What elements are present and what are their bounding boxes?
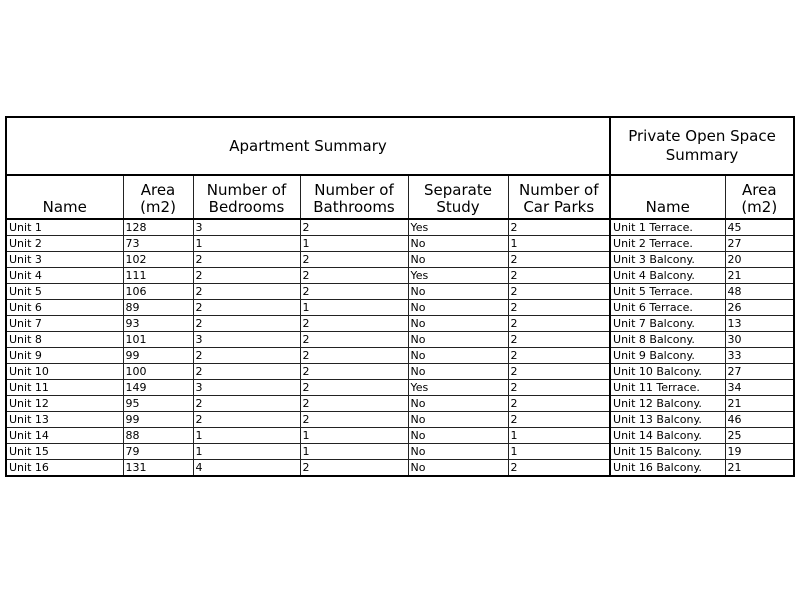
cell-bedrooms: 3 [193, 332, 300, 348]
table-row [6, 348, 794, 364]
cell-unit-name: Unit 14 [6, 428, 123, 444]
cell-pos-area: 27 [725, 364, 794, 380]
cell-unit-name: Unit 9 [6, 348, 123, 364]
col-header-study: Separate Study [408, 175, 508, 219]
table-row [6, 236, 794, 252]
private-open-space-title: Private Open Space Summary [610, 117, 794, 175]
cell-bedrooms: 2 [193, 268, 300, 284]
cell-unit-name: Unit 16 [6, 460, 123, 477]
cell-bathrooms: 2 [300, 332, 408, 348]
cell-bathrooms: 2 [300, 380, 408, 396]
cell-pos-area: 20 [725, 252, 794, 268]
cell-unit-area: 111 [123, 268, 193, 284]
cell-separate-study: Yes [408, 268, 508, 284]
cell-separate-study: No [408, 412, 508, 428]
cell-bedrooms: 2 [193, 252, 300, 268]
cell-separate-study: No [408, 348, 508, 364]
table-row [6, 396, 794, 412]
cell-car-parks: 1 [508, 444, 610, 460]
cell-pos-name: Unit 7 Balcony. [610, 316, 725, 332]
table-row [6, 219, 794, 236]
cell-bedrooms: 1 [193, 236, 300, 252]
col-header-car-parks: Number of Car Parks [508, 175, 610, 219]
cell-unit-name: Unit 5 [6, 284, 123, 300]
table-row [6, 428, 794, 444]
cell-pos-name: Unit 9 Balcony. [610, 348, 725, 364]
cell-pos-area: 21 [725, 268, 794, 284]
cell-pos-name: Unit 2 Terrace. [610, 236, 725, 252]
table-row [6, 460, 794, 477]
cell-pos-area: 21 [725, 396, 794, 412]
cell-car-parks: 2 [508, 219, 610, 236]
cell-bedrooms: 2 [193, 284, 300, 300]
cell-bathrooms: 2 [300, 284, 408, 300]
cell-bathrooms: 2 [300, 268, 408, 284]
table-row [6, 316, 794, 332]
cell-pos-area: 30 [725, 332, 794, 348]
table-row [6, 268, 794, 284]
cell-pos-area: 25 [725, 428, 794, 444]
cell-pos-name: Unit 13 Balcony. [610, 412, 725, 428]
cell-car-parks: 2 [508, 268, 610, 284]
cell-bathrooms: 2 [300, 252, 408, 268]
col-header-bathrooms: Number of Bathrooms [300, 175, 408, 219]
table-row [6, 364, 794, 380]
cell-bathrooms: 2 [300, 348, 408, 364]
cell-car-parks: 2 [508, 332, 610, 348]
cell-pos-area: 46 [725, 412, 794, 428]
apartment-schedule-sheet [5, 116, 793, 477]
cell-unit-area: 101 [123, 332, 193, 348]
cell-pos-name: Unit 14 Balcony. [610, 428, 725, 444]
cell-unit-name: Unit 1 [6, 219, 123, 236]
cell-pos-name: Unit 1 Terrace. [610, 219, 725, 236]
cell-pos-name: Unit 6 Terrace. [610, 300, 725, 316]
cell-unit-area: 73 [123, 236, 193, 252]
cell-pos-name: Unit 5 Terrace. [610, 284, 725, 300]
cell-pos-name: Unit 11 Terrace. [610, 380, 725, 396]
cell-separate-study: No [408, 236, 508, 252]
cell-bathrooms: 1 [300, 428, 408, 444]
cell-pos-name: Unit 3 Balcony. [610, 252, 725, 268]
cell-unit-area: 99 [123, 348, 193, 364]
cell-bedrooms: 3 [193, 380, 300, 396]
cell-bathrooms: 2 [300, 219, 408, 236]
cell-unit-name: Unit 12 [6, 396, 123, 412]
cell-pos-area: 45 [725, 219, 794, 236]
cell-pos-area: 21 [725, 460, 794, 477]
cell-car-parks: 2 [508, 348, 610, 364]
cell-separate-study: No [408, 332, 508, 348]
cell-pos-area: 34 [725, 380, 794, 396]
cell-unit-name: Unit 7 [6, 316, 123, 332]
cell-pos-name: Unit 8 Balcony. [610, 332, 725, 348]
table-row [6, 252, 794, 268]
cell-bedrooms: 2 [193, 412, 300, 428]
table-row [6, 380, 794, 396]
table-row [6, 284, 794, 300]
table-body [6, 219, 794, 476]
cell-unit-area: 79 [123, 444, 193, 460]
cell-separate-study: No [408, 252, 508, 268]
cell-separate-study: No [408, 460, 508, 477]
cell-separate-study: No [408, 364, 508, 380]
cell-pos-name: Unit 12 Balcony. [610, 396, 725, 412]
cell-pos-name: Unit 15 Balcony. [610, 444, 725, 460]
cell-bedrooms: 2 [193, 316, 300, 332]
cell-unit-area: 100 [123, 364, 193, 380]
cell-bedrooms: 3 [193, 219, 300, 236]
cell-bathrooms: 2 [300, 364, 408, 380]
cell-pos-area: 19 [725, 444, 794, 460]
col-header-pos-name: Name [610, 175, 725, 219]
cell-car-parks: 2 [508, 252, 610, 268]
cell-pos-area: 13 [725, 316, 794, 332]
table-row [6, 444, 794, 460]
cell-unit-name: Unit 2 [6, 236, 123, 252]
cell-bathrooms: 2 [300, 460, 408, 477]
cell-unit-name: Unit 10 [6, 364, 123, 380]
cell-bathrooms: 2 [300, 396, 408, 412]
col-header-bedrooms: Number of Bedrooms [193, 175, 300, 219]
cell-unit-name: Unit 8 [6, 332, 123, 348]
cell-car-parks: 2 [508, 396, 610, 412]
cell-unit-name: Unit 11 [6, 380, 123, 396]
cell-bathrooms: 1 [300, 444, 408, 460]
cell-unit-area: 149 [123, 380, 193, 396]
cell-separate-study: No [408, 444, 508, 460]
cell-unit-area: 89 [123, 300, 193, 316]
cell-unit-area: 102 [123, 252, 193, 268]
cell-bathrooms: 1 [300, 236, 408, 252]
cell-bathrooms: 2 [300, 316, 408, 332]
cell-bedrooms: 2 [193, 300, 300, 316]
cell-separate-study: No [408, 428, 508, 444]
cell-car-parks: 2 [508, 284, 610, 300]
cell-car-parks: 2 [508, 364, 610, 380]
cell-bedrooms: 4 [193, 460, 300, 477]
cell-separate-study: No [408, 316, 508, 332]
cell-unit-name: Unit 6 [6, 300, 123, 316]
cell-unit-area: 106 [123, 284, 193, 300]
cell-bathrooms: 2 [300, 412, 408, 428]
cell-car-parks: 2 [508, 460, 610, 477]
cell-bedrooms: 1 [193, 428, 300, 444]
apartment-summary-title: Apartment Summary [6, 117, 610, 175]
cell-pos-name: Unit 4 Balcony. [610, 268, 725, 284]
cell-car-parks: 2 [508, 380, 610, 396]
cell-unit-area: 93 [123, 316, 193, 332]
cell-bedrooms: 1 [193, 444, 300, 460]
cell-separate-study: No [408, 300, 508, 316]
col-header-pos-area: Area (m2) [725, 175, 794, 219]
cell-unit-name: Unit 15 [6, 444, 123, 460]
cell-separate-study: Yes [408, 380, 508, 396]
cell-separate-study: No [408, 396, 508, 412]
cell-car-parks: 2 [508, 316, 610, 332]
cell-unit-area: 128 [123, 219, 193, 236]
cell-car-parks: 2 [508, 300, 610, 316]
cell-unit-name: Unit 4 [6, 268, 123, 284]
col-header-name: Name [6, 175, 123, 219]
table-row [6, 412, 794, 428]
cell-pos-area: 26 [725, 300, 794, 316]
cell-bedrooms: 2 [193, 364, 300, 380]
cell-car-parks: 2 [508, 412, 610, 428]
table-row [6, 300, 794, 316]
cell-bedrooms: 2 [193, 348, 300, 364]
cell-separate-study: No [408, 284, 508, 300]
cell-unit-area: 99 [123, 412, 193, 428]
cell-bedrooms: 2 [193, 396, 300, 412]
cell-pos-name: Unit 10 Balcony. [610, 364, 725, 380]
cell-car-parks: 1 [508, 428, 610, 444]
cell-pos-area: 33 [725, 348, 794, 364]
cell-pos-area: 48 [725, 284, 794, 300]
cell-unit-area: 131 [123, 460, 193, 477]
cell-car-parks: 1 [508, 236, 610, 252]
apartment-summary-table [5, 116, 795, 477]
cell-bathrooms: 1 [300, 300, 408, 316]
cell-unit-name: Unit 3 [6, 252, 123, 268]
table-row [6, 332, 794, 348]
cell-pos-area: 27 [725, 236, 794, 252]
cell-unit-name: Unit 13 [6, 412, 123, 428]
cell-unit-area: 95 [123, 396, 193, 412]
cell-pos-name: Unit 16 Balcony. [610, 460, 725, 477]
col-header-area: Area (m2) [123, 175, 193, 219]
cell-separate-study: Yes [408, 219, 508, 236]
cell-unit-area: 88 [123, 428, 193, 444]
